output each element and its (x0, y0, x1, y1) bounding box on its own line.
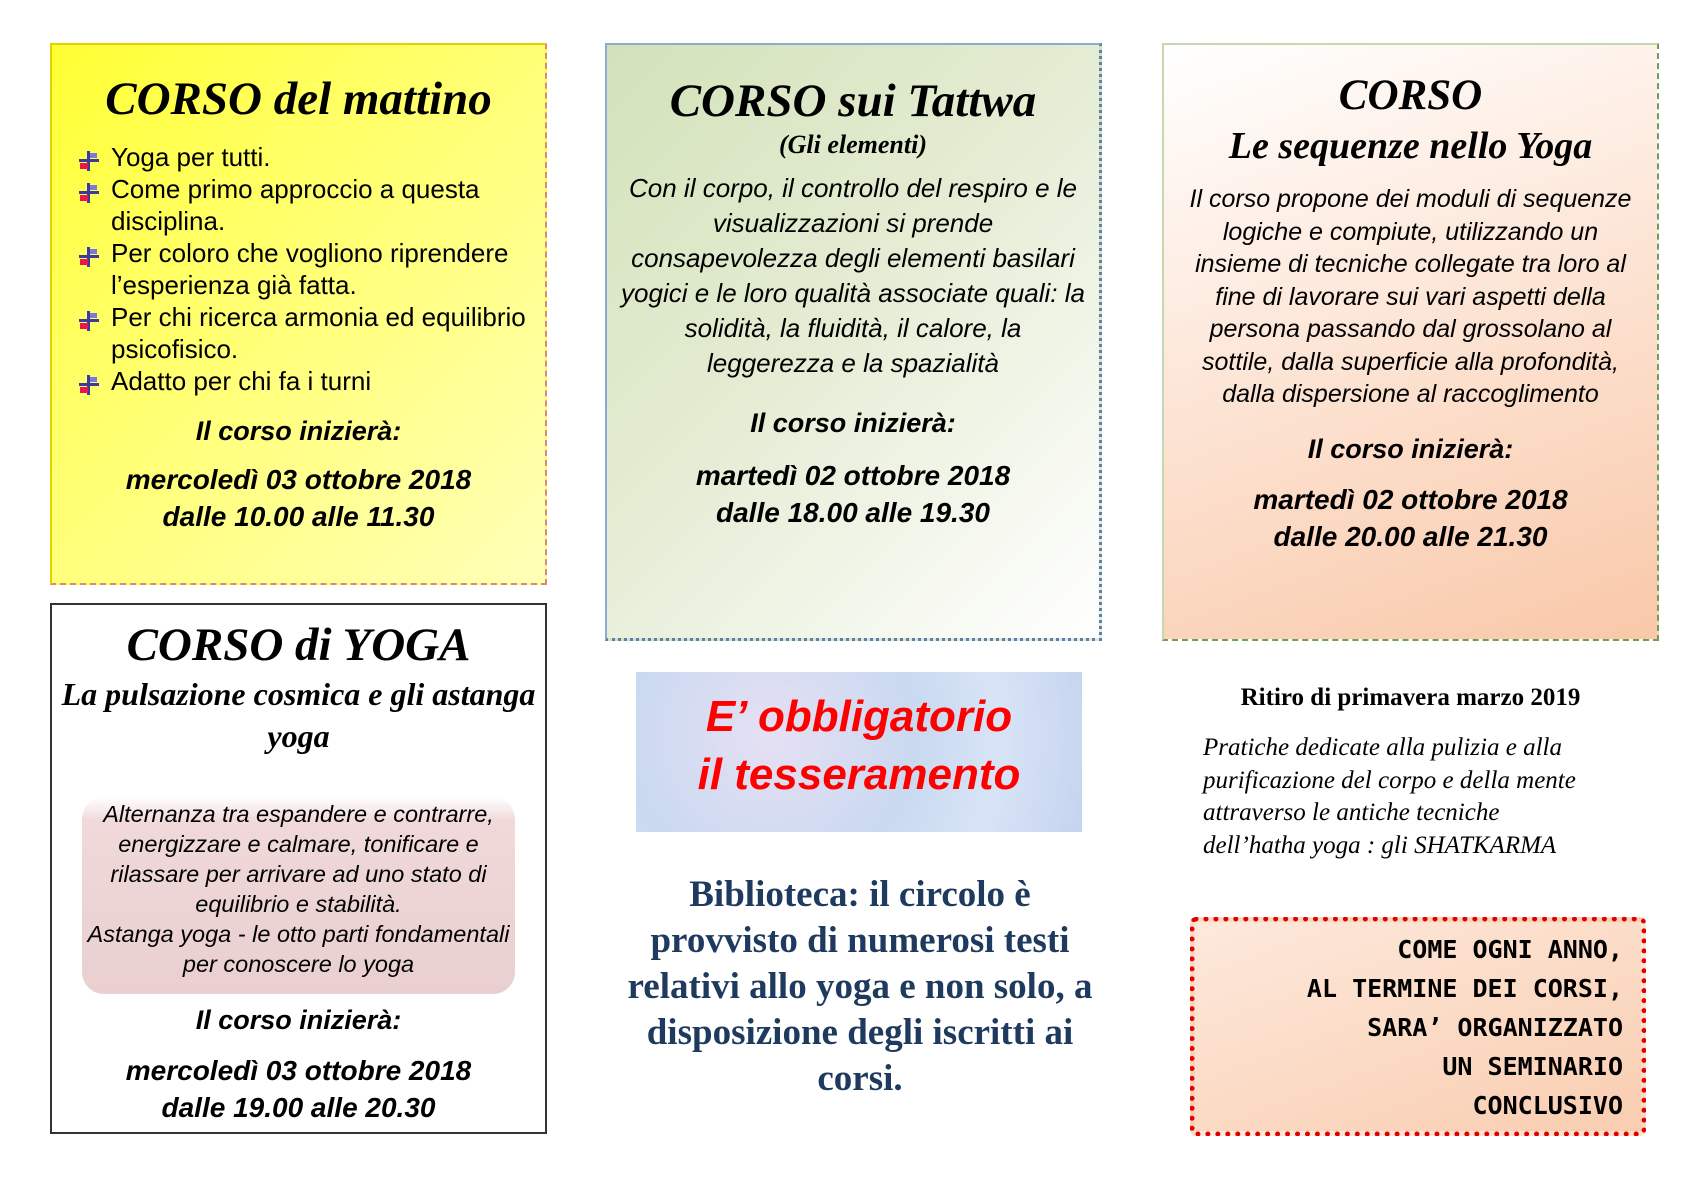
course-description-part: Alternanza tra espandere e contrarre, energizzare e calmare, tonificare e rilassare per arrivare ad uno stato di equilibrio e stabilità. (103, 801, 494, 917)
banner-line: E’ obbligatorio (705, 692, 1013, 741)
seminar-line: COME OGNI ANNO, (1397, 935, 1623, 964)
list-item (74, 301, 544, 365)
course-description-part: Astanga yoga - le otto parti fondamentali per conoscere lo yoga (87, 921, 510, 977)
bullet-icon (78, 147, 100, 169)
course-description (82, 797, 515, 994)
course-subtitle: La pulsazione cosmica e gli astanga yoga (61, 676, 536, 754)
retreat-title: Ritiro di primavera marzo 2019 (1240, 684, 1581, 711)
list-item-text: Yoga per tutti. (111, 142, 271, 172)
list-item (74, 365, 544, 397)
start-time: dalle 20.00 alle 21.30 (1273, 520, 1548, 552)
list-item-text: Come primo approccio a questa disciplina. (111, 174, 480, 236)
seminar-line: UN SEMINARIO (1442, 1052, 1623, 1081)
seminar-line: CONCLUSIVO (1472, 1091, 1623, 1120)
course-box-mattino (50, 43, 547, 585)
start-date: martedì 02 ottobre 2018 (695, 460, 1011, 491)
list-item (74, 173, 544, 237)
membership-banner (636, 672, 1082, 832)
retreat-description (1203, 732, 1663, 862)
start-date: mercoledì 03 ottobre 2018 (125, 1055, 472, 1086)
course-title: CORSO (1338, 72, 1483, 119)
retreat-line: dell’hatha yoga : gli SHATKARMA (1203, 831, 1557, 859)
banner-line: il tesseramento (697, 750, 1021, 799)
start-date: mercoledì 03 ottobre 2018 (125, 464, 472, 495)
course-subtitle: Le sequenze nello Yoga (1228, 125, 1593, 167)
course-box-sequenze (1162, 43, 1659, 641)
start-time: dalle 19.00 alle 20.30 (161, 1092, 436, 1123)
course-box-tattwa (605, 43, 1102, 641)
seminar-line: AL TERMINE DEI CORSI, (1306, 974, 1623, 1003)
list-item-text: Adatto per chi fa i turni (111, 366, 372, 396)
course-description: Il corso propone dei moduli di sequenze logiche e compiute, utilizzando un insieme di tecniche collegate tra loro al fine di lavorare sui vari aspetti della persona passando dal grossolano al sottile, dalla superficie alla profondità, dalla dispersione al raccoglimento (1189, 185, 1632, 408)
list-item (74, 237, 544, 301)
retreat-line: attraverso le antiche tecniche (1203, 799, 1500, 826)
start-label: Il corso inizierà: (750, 408, 956, 438)
start-date: martedì 02 ottobre 2018 (1253, 483, 1568, 515)
start-label: Il corso inizierà: (195, 1005, 402, 1035)
course-title: CORSO sui Tattwa (669, 75, 1037, 127)
start-time: dalle 18.00 alle 19.30 (716, 497, 990, 528)
start-time: dalle 10.00 alle 11.30 (162, 501, 435, 532)
course-subtitle: (Gli elementi) (778, 130, 927, 159)
retreat-line: purificazione del corpo e della mente (1203, 766, 1576, 794)
bullet-icon (78, 179, 100, 201)
list-item-text: Per chi ricerca armonia ed equilibrio psicofisico. (111, 302, 526, 364)
start-label: Il corso inizierà: (195, 416, 402, 446)
seminar-line: SARA’ ORGANIZZATO (1367, 1013, 1623, 1042)
seminar-notice (1190, 917, 1646, 1136)
bullet-icon (78, 371, 100, 393)
course-box-yoga (50, 603, 547, 1134)
start-label: Il corso inizierà: (1307, 433, 1514, 464)
retreat-line: Pratiche dedicate alla pulizia e alla (1203, 734, 1562, 761)
course-feature-list (74, 141, 544, 397)
list-item (74, 141, 544, 173)
bullet-icon (78, 243, 100, 265)
library-note: Biblioteca: il circolo è provvisto di numerosi testi relativi allo yoga e non solo, a disposizione degli iscritti ai corsi. (627, 874, 1093, 1099)
course-title: CORSO del mattino (105, 73, 492, 125)
course-description: Con il corpo, il controllo del respiro e le visualizzazioni si prende consapevolezza degli elementi basilari yogici e le loro qualità associate quali: la solidità, la fluidità, il calore, la leggerezza e la spazialità (621, 173, 1085, 378)
bullet-icon (78, 307, 100, 329)
list-item-text: Per coloro che vogliono riprendere l’esperienza già fatta. (111, 238, 509, 300)
course-title: CORSO di YOGA (126, 619, 471, 671)
